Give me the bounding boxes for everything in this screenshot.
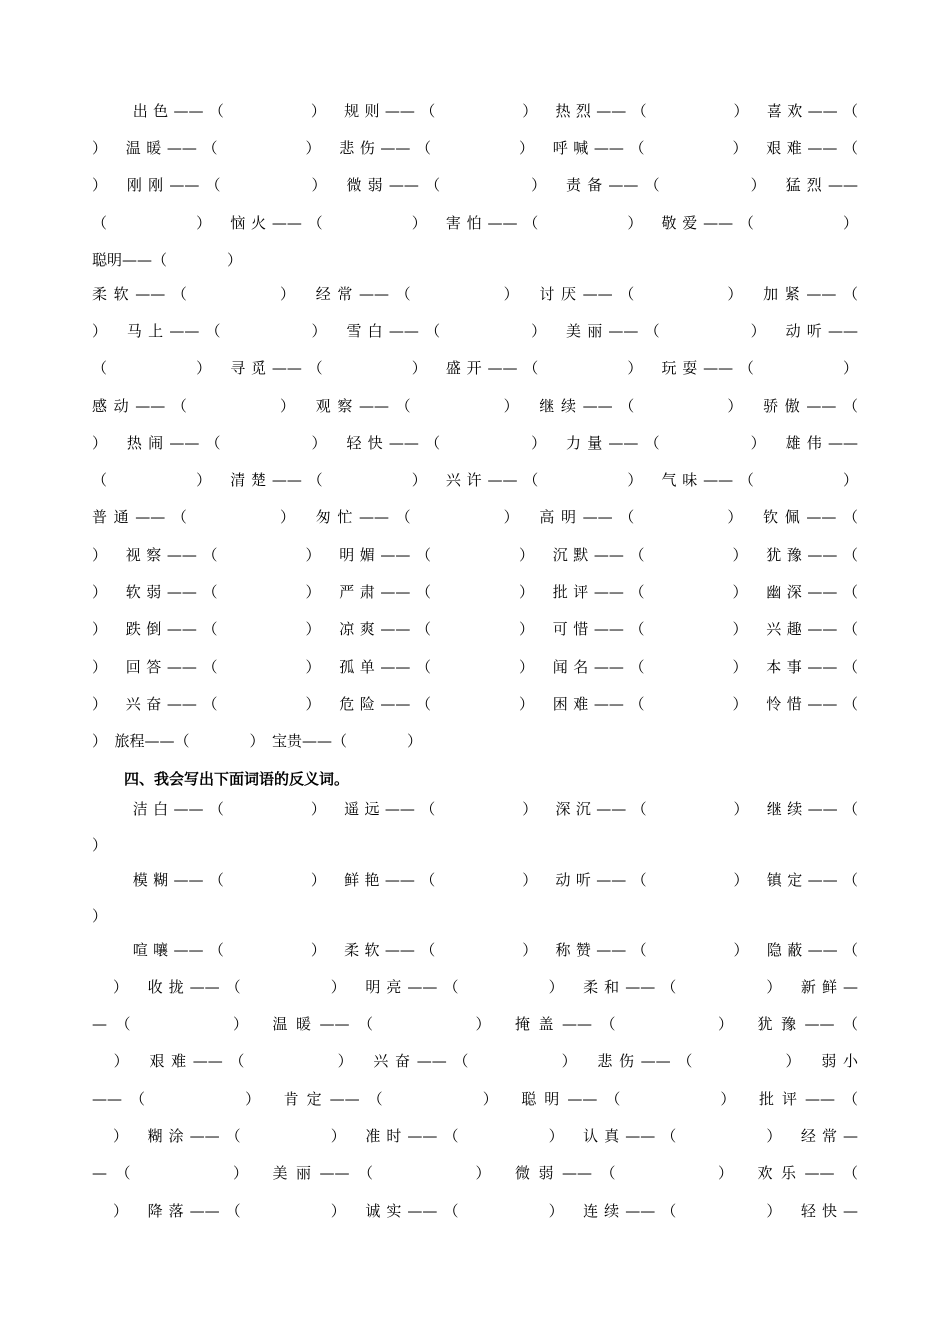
section3-word-line: ） 马上——（ ） 雪白——（ ） 美丽——（ ） 动听—— — [92, 322, 858, 340]
section3-word-line: ） 跌倒——（ ） 凉爽——（ ） 可惜——（ ） 兴趣——（ — [92, 620, 858, 638]
section3-word-line: ） 软弱——（ ） 严肃——（ ） 批评——（ ） 幽深——（ — [92, 583, 858, 601]
section3-word-line: ） 旅程——（ ） 宝贵——（ ） — [92, 732, 423, 750]
section4-word-line: 喧嚷——（ ） 柔软——（ ） 称赞——（ ） 隐蔽——（ — [92, 941, 858, 959]
section4-word-line: —（ ） 温暖——（ ） 掩盖——（ ） 犹豫——（ — [92, 1015, 858, 1033]
section3-word-line: ） 视察——（ ） 明媚——（ ） 沉默——（ ） 犹豫——（ — [92, 546, 858, 564]
section3-word-line: ） 回答——（ ） 孤单——（ ） 闻名——（ ） 本事——（ — [92, 658, 858, 676]
section4-word-line: ） — [92, 907, 108, 925]
section3-word-line: （ ） 恼火——（ ） 害怕——（ ） 敬爱——（ ） — [92, 214, 858, 232]
section3-word-line: 感动——（ ） 观察——（ ） 继续——（ ） 骄傲——（ — [92, 397, 858, 415]
section4-word-line: ） 糊涂——（ ） 准时——（ ） 认真——（ ） 经常— — [92, 1127, 858, 1145]
section3-word-line: ） 温暖——（ ） 悲伤——（ ） 呼喊——（ ） 艰难——（ — [92, 139, 858, 157]
section3-word-line: （ ） 寻觅——（ ） 盛开——（ ） 玩耍——（ ） — [92, 359, 858, 377]
section3-word-line: 出色——（ ） 规则——（ ） 热烈——（ ） 喜欢——（ — [92, 102, 858, 120]
section3-word-line: ） 热闹——（ ） 轻快——（ ） 力量——（ ） 雄伟—— — [92, 434, 858, 452]
section4-word-line: ——（ ） 肯定——（ ） 聪明——（ ） 批评——（ — [92, 1090, 858, 1108]
section4-word-line: ） 降落——（ ） 诚实——（ ） 连续——（ ） 轻快— — [92, 1202, 858, 1220]
section4-word-line: —（ ） 美丽——（ ） 微弱——（ ） 欢乐——（ — [92, 1164, 858, 1182]
section3-word-line: 柔软——（ ） 经常——（ ） 讨厌——（ ） 加紧——（ — [92, 285, 858, 303]
section3-word-line: ） 刚刚——（ ） 微弱——（ ） 责备——（ ） 猛烈—— — [92, 176, 858, 194]
section4-word-line: 模糊——（ ） 鲜艳——（ ） 动听——（ ） 镇定——（ — [92, 871, 858, 889]
section4-heading: 四、我会写出下面词语的反义词。 — [124, 770, 350, 788]
section3-word-line: （ ） 清楚——（ ） 兴许——（ ） 气味——（ ） — [92, 471, 858, 489]
section4-word-line: ） 艰难——（ ） 兴奋——（ ） 悲伤——（ ） 弱小 — [92, 1052, 858, 1070]
section3-word-line: ） 兴奋——（ ） 危险——（ ） 困难——（ ） 怜惜——（ — [92, 695, 858, 713]
section3-word-line: 聪明——（ ） — [92, 251, 243, 269]
section3-word-line: 普通——（ ） 匆忙——（ ） 高明——（ ） 钦佩——（ — [92, 508, 858, 526]
section4-word-line: 洁白——（ ） 遥远——（ ） 深沉——（ ） 继续——（ — [92, 800, 858, 818]
section4-word-line: ） 收拢——（ ） 明亮——（ ） 柔和——（ ） 新鲜— — [92, 978, 858, 996]
section4-word-line: ） — [92, 836, 108, 854]
